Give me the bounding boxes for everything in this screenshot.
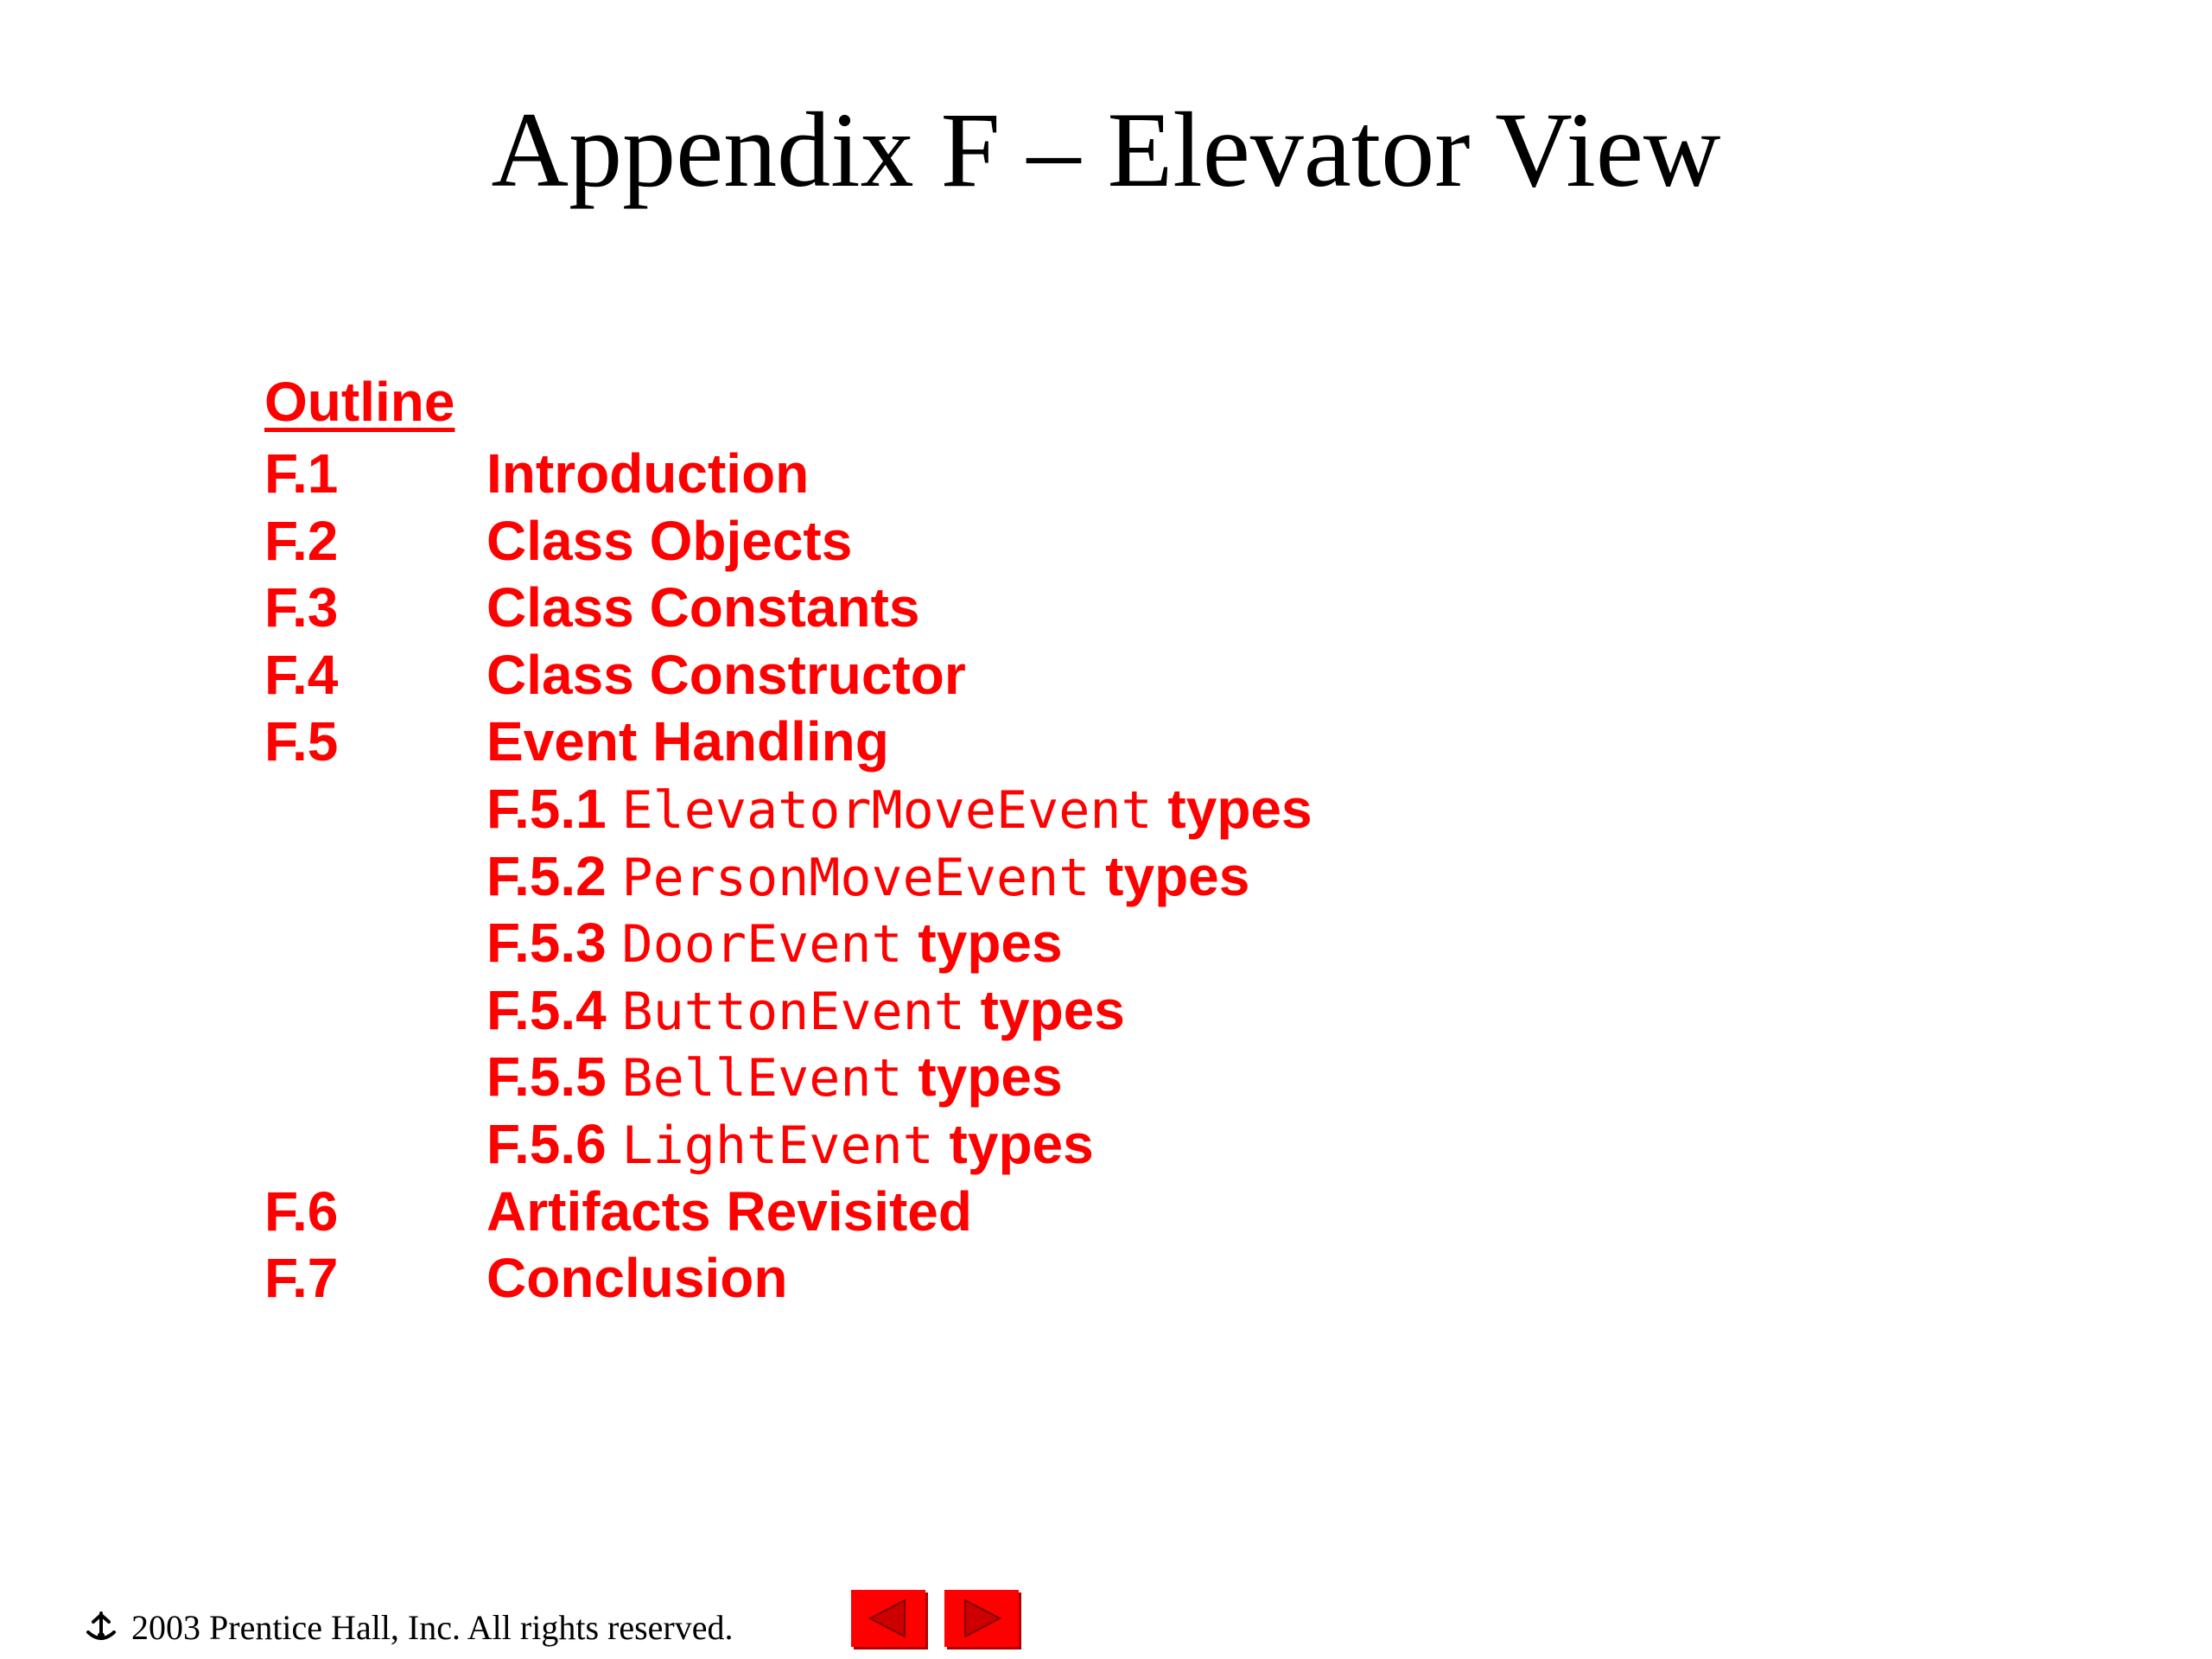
outline-subitem-code: BellEvent xyxy=(621,1048,903,1109)
outline-item xyxy=(264,575,1313,642)
outline-item xyxy=(264,709,1313,776)
outline-item-number: F.4 xyxy=(264,643,339,706)
outline-item xyxy=(264,642,1313,709)
outline-item-label: Artifacts Revisited xyxy=(486,1179,972,1243)
triangle-right-icon xyxy=(944,1590,1019,1647)
outline-heading: Outline xyxy=(264,371,455,433)
outline-subitem xyxy=(264,776,1313,843)
slide-title: Appendix F – Elevator View xyxy=(491,91,1721,209)
outline-subitem xyxy=(264,843,1313,911)
triangle-left-icon xyxy=(851,1590,925,1647)
outline-item-number: F.5 xyxy=(264,710,339,773)
outline-subitem-content xyxy=(486,776,1313,843)
outline-item xyxy=(264,441,1313,508)
outline-subitem-suffix: types xyxy=(1105,844,1250,907)
outline-subitem-suffix: types xyxy=(949,1112,1094,1175)
outline-subitem-suffix: types xyxy=(918,1046,1063,1109)
outline-subitem xyxy=(264,1111,1313,1179)
outline-list xyxy=(264,363,1313,1313)
outline-item-label: Class Constructor xyxy=(486,643,966,706)
outline-subitem xyxy=(264,910,1313,977)
copyright-text: 2003 Prentice Hall, Inc. All rights reserved. xyxy=(131,1608,734,1647)
previous-slide-button[interactable] xyxy=(851,1590,925,1647)
outline-item xyxy=(264,508,1313,575)
outline-item xyxy=(264,1245,1313,1313)
outline-item-number: F.7 xyxy=(264,1247,339,1310)
outline-subitem-number: F.5.6 xyxy=(486,1112,607,1175)
outline-subitem-code: ElevatorMoveEvent xyxy=(621,779,1153,841)
outline-item-number: F.6 xyxy=(264,1179,339,1243)
outline-subitem-content xyxy=(486,1044,1063,1111)
outline-item-label: Class Constants xyxy=(486,576,920,639)
prentice-hall-logo-icon xyxy=(83,1610,119,1644)
next-slide-button[interactable] xyxy=(944,1590,1019,1647)
outline-subitem-content xyxy=(486,1111,1094,1179)
outline-subitem-number: F.5.3 xyxy=(486,912,607,975)
outline-item-label: Event Handling xyxy=(486,710,889,773)
footer xyxy=(83,1607,733,1648)
outline-subitem xyxy=(264,977,1313,1045)
outline-item-number: F.1 xyxy=(264,442,339,505)
outline-item xyxy=(264,1179,1313,1246)
outline-item-label: Introduction xyxy=(486,442,810,505)
outline-subitem-number: F.5.4 xyxy=(486,978,607,1041)
outline-subitem-content xyxy=(486,910,1063,977)
outline-subitem-number: F.5.5 xyxy=(486,1046,607,1109)
outline-subitem-code: LightEvent xyxy=(621,1115,934,1176)
outline-item-number: F.3 xyxy=(264,576,339,639)
outline-subitem-suffix: types xyxy=(1167,777,1313,840)
outline-subitem-code: PersonMoveEvent xyxy=(621,847,1090,908)
outline-subitem-content xyxy=(486,843,1249,911)
outline-subitem-number: F.5.1 xyxy=(486,777,607,840)
outline-subitem-suffix: types xyxy=(918,912,1063,975)
outline-item-number: F.2 xyxy=(264,509,339,572)
outline-item-label: Class Objects xyxy=(486,509,853,572)
outline-subitem-content xyxy=(486,977,1125,1045)
outline-subitem-suffix: types xyxy=(980,978,1125,1041)
outline-subitem-code: DoorEvent xyxy=(621,914,903,976)
outline-item-label: Conclusion xyxy=(486,1247,788,1310)
outline-subitem xyxy=(264,1044,1313,1111)
outline-subitem-code: ButtonEvent xyxy=(621,981,965,1042)
outline-subitem-number: F.5.2 xyxy=(486,844,607,907)
